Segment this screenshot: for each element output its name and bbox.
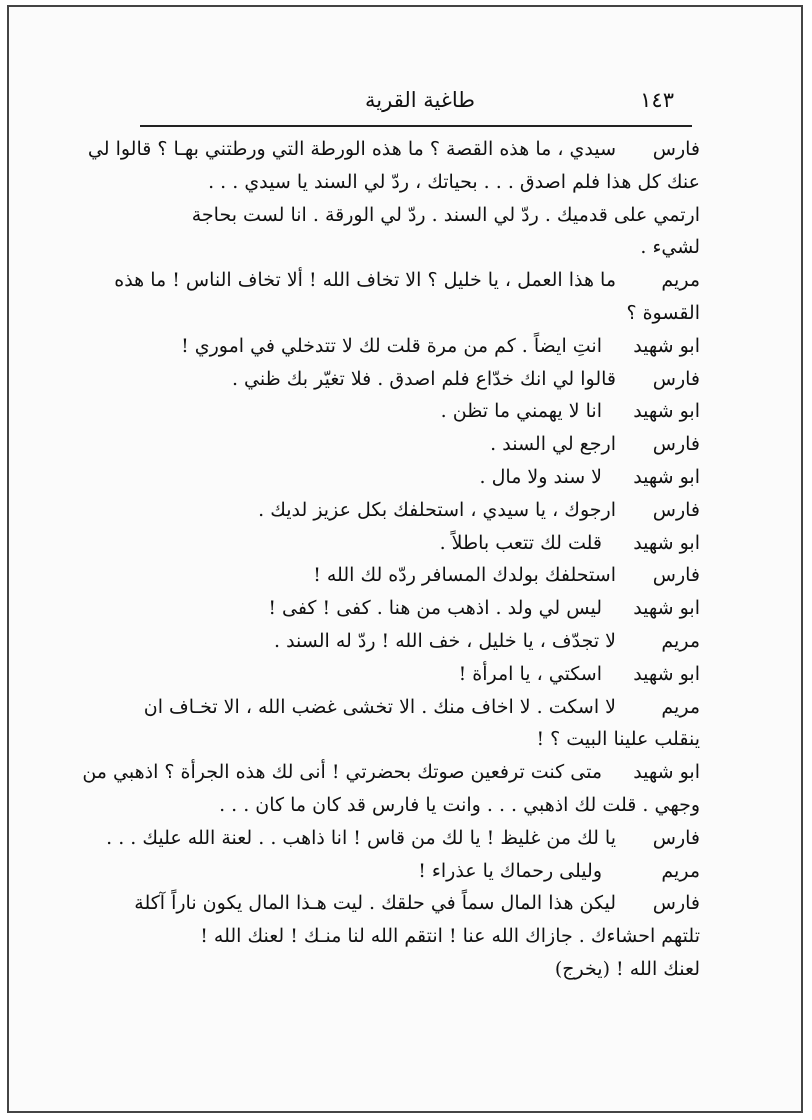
line-text: ليكن هذا المال سماً في حلقك . ليت هـذا المال يكون ناراً آكلة (134, 892, 616, 915)
speaker-name: فارس (652, 892, 700, 915)
line-text: لا تجدّف ، يا خليل ، خف الله ! ردّ له السند . (274, 630, 616, 652)
dialogue-line (140, 560, 700, 590)
dialogue-line (114, 265, 700, 295)
line-text: انتِ ايضاً . كم من مرة قلت لك لا تتدخلي في اموري ! (181, 334, 602, 357)
speaker-name: ابو شهيد (633, 662, 700, 685)
speaker-name: ابو شهيد (633, 597, 700, 620)
speaker-name: ابو شهيد (633, 400, 700, 423)
line-text: ما هذا العمل ، يا خليل ؟ الا تخاف الله ! ألا تخاف الناس ! ما هذه (114, 269, 616, 292)
line-text: وليلى رحماك يا عذراء ! (418, 859, 602, 882)
running-title: طاغية القرية (365, 88, 475, 112)
line-text: قالوا لي انك خدّاع فلم اصدق . فلا تغيّر بك ظني . (231, 367, 616, 390)
speaker-name: ابو شهيد (633, 531, 700, 554)
dialogue-line (140, 626, 700, 656)
dialogue-line (140, 429, 700, 459)
dialogue-line (140, 593, 700, 623)
line-text: لا سند ولا مال . (479, 466, 602, 488)
line-text: يا لك من غليظ ! يا لك من قاس ! انا ذاهب . . لعنة الله عليك . . . (106, 826, 616, 849)
dialogue-line (140, 856, 700, 886)
speaker-name: فارس (652, 826, 700, 849)
dialogue-line (140, 167, 700, 197)
line-text: ارتمي على قدميك . ردّ لي السند . ردّ لي الورقة . انا لست بحاجة (191, 203, 700, 226)
dialogue-line (140, 232, 700, 262)
speaker-name: مريم (661, 695, 700, 718)
line-text: لعنك الله ! (يخرج) (554, 958, 700, 980)
speaker-name: ابو شهيد (633, 334, 700, 357)
dialogue-line (140, 921, 700, 951)
line-text: انا لا يهمني ما تظن . (440, 400, 602, 423)
dialogue-line (134, 888, 700, 918)
line-text: لشيء . (640, 236, 700, 259)
dialogue-line (140, 954, 700, 984)
line-text: ارجوك ، يا سيدي ، استحلفك بكل عزيز لديك . (258, 498, 616, 521)
line-text: متى كنت ترفعين صوتك بحضرتي ! أنى لك هذه الجرأة ؟ اذهبي من (82, 761, 602, 784)
dialogue-line (140, 692, 700, 722)
header-rule (140, 125, 692, 127)
speaker-name: فارس (652, 433, 700, 456)
line-text: وجهي . قلت لك اذهبي . . . وانت يا فارس قد كان ما كان . . . (219, 794, 700, 816)
line-text: القسوة ؟ (626, 302, 700, 324)
dialogue-line (140, 364, 700, 394)
line-text: لا اسكت . لا اخاف منك . الا تخشى غضب الله ، الا تخـاف ان (143, 695, 616, 718)
line-text: قلت لك تتعب باطلاً . (439, 531, 602, 554)
dialogue-line (82, 757, 700, 787)
dialogue-line (140, 495, 700, 525)
line-text: تلتهم احشاءك . جازاك الله عنا ! انتقم الله لنا منـك ! لعنك الله ! (200, 925, 700, 948)
dialogue-line (140, 528, 700, 558)
dialogue-line (106, 823, 700, 853)
speaker-name: فارس (652, 367, 700, 390)
line-text: ارجع لي السند . (490, 433, 616, 456)
dialogue-line (140, 659, 700, 689)
page-header (150, 88, 690, 124)
line-text: ينقلب علينا البيت ؟ ! (536, 728, 700, 751)
line-text: استحلفك بولدك المسافر ردّه لك الله ! (313, 564, 616, 587)
speaker-name: مريم (661, 859, 700, 882)
line-text: سيدي ، ما هذه القصة ؟ ما هذه الورطة التي ورطتني بهـا ؟ قالوا لي (87, 138, 616, 160)
speaker-name: ابو شهيد (633, 466, 700, 488)
speaker-name: مريم (661, 630, 700, 652)
speaker-name: فارس (652, 564, 700, 587)
dialogue-line (140, 200, 700, 230)
line-text: ليس لي ولد . اذهب من هنا . كفى ! كفى ! (268, 597, 602, 620)
speaker-name: مريم (661, 269, 700, 292)
speaker-name: فارس (652, 138, 700, 160)
speaker-name: ابو شهيد (633, 761, 700, 784)
dialogue-line (140, 298, 700, 328)
line-text: عنك كل هذا فلم اصدق . . . بحياتك ، ردّ لي السند يا سيدي . . . (208, 170, 700, 193)
line-text: اسكتي ، يا امرأة ! (458, 662, 602, 685)
dialogue-line (140, 790, 700, 820)
dialogue-line (140, 396, 700, 426)
dialogue-line (87, 134, 700, 164)
speaker-name: فارس (652, 498, 700, 521)
dialogue-line (140, 331, 700, 361)
dialogue-line (140, 462, 700, 492)
dialogue-line (140, 724, 700, 754)
page-number: ١٤٣ (640, 88, 674, 112)
